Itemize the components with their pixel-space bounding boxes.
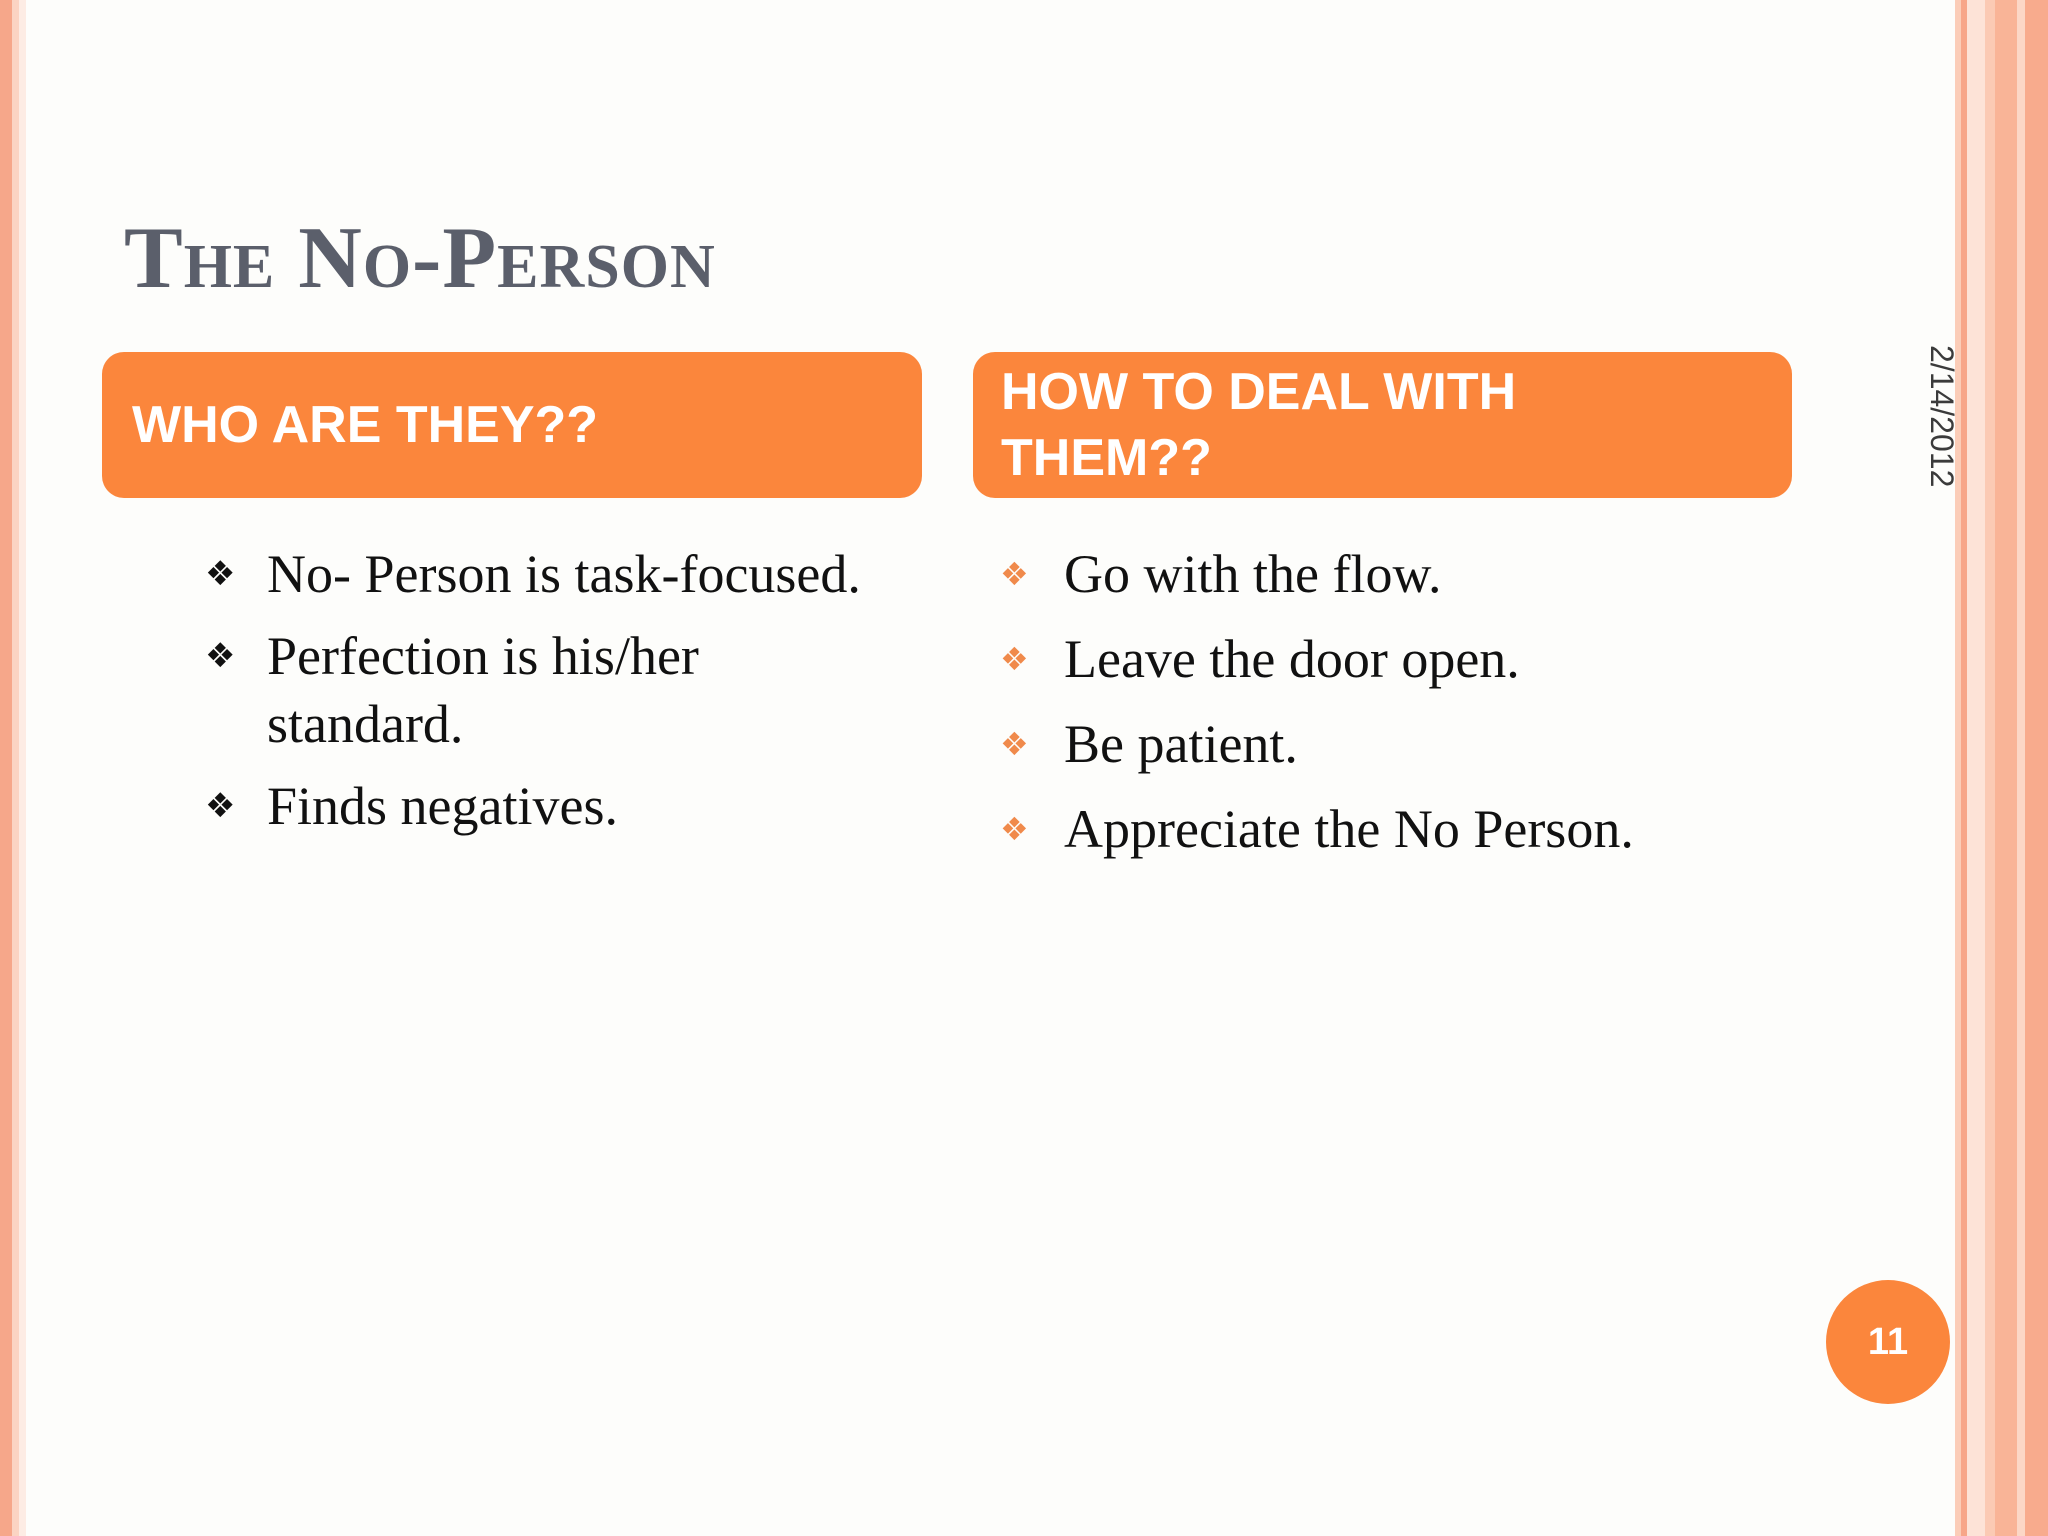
list-item-text: No- Person is task-focused. [267,544,861,604]
right-column-header [973,352,1792,498]
slide-title: The No-Person [124,210,716,307]
list-item-text: Appreciate the No Person. [1064,799,1634,859]
list-item [205,772,925,840]
list-item-text: Be patient. [1064,714,1298,774]
list-item [1000,795,1780,863]
list-item-text: Perfection is his/her standard. [267,626,699,754]
diamond-cross-bullet-icon: ❖ [205,554,236,594]
right-decorative-border [1955,0,2048,1536]
list-item-text: Finds negatives. [267,776,618,836]
list-item-text: Go with the flow. [1064,544,1442,604]
list-item [205,622,925,758]
diamond-cross-bullet-icon: ❖ [1000,725,1029,763]
page-number-badge [1826,1280,1950,1404]
diamond-cross-bullet-icon: ❖ [1000,810,1029,848]
diamond-cross-bullet-icon: ❖ [1000,640,1029,678]
left-column-header [102,352,922,498]
list-item [1000,625,1780,693]
left-bullet-list [205,540,925,854]
slide-date: 2/14/2012 [1924,344,1960,488]
diamond-cross-bullet-icon: ❖ [1000,555,1029,593]
right-bullet-list [1000,540,1780,880]
list-item-text: Leave the door open. [1064,629,1520,689]
diamond-cross-bullet-icon: ❖ [205,786,236,826]
diamond-cross-bullet-icon: ❖ [205,636,236,676]
list-item [1000,540,1780,608]
list-item [1000,710,1780,778]
right-column-header-text: HOW TO DEAL WITH THEM?? [1001,363,1517,487]
left-decorative-border [0,0,26,1536]
list-item [205,540,925,608]
left-column-header-text: WHO ARE THEY?? [132,396,599,454]
page-number: 11 [1867,1320,1909,1363]
